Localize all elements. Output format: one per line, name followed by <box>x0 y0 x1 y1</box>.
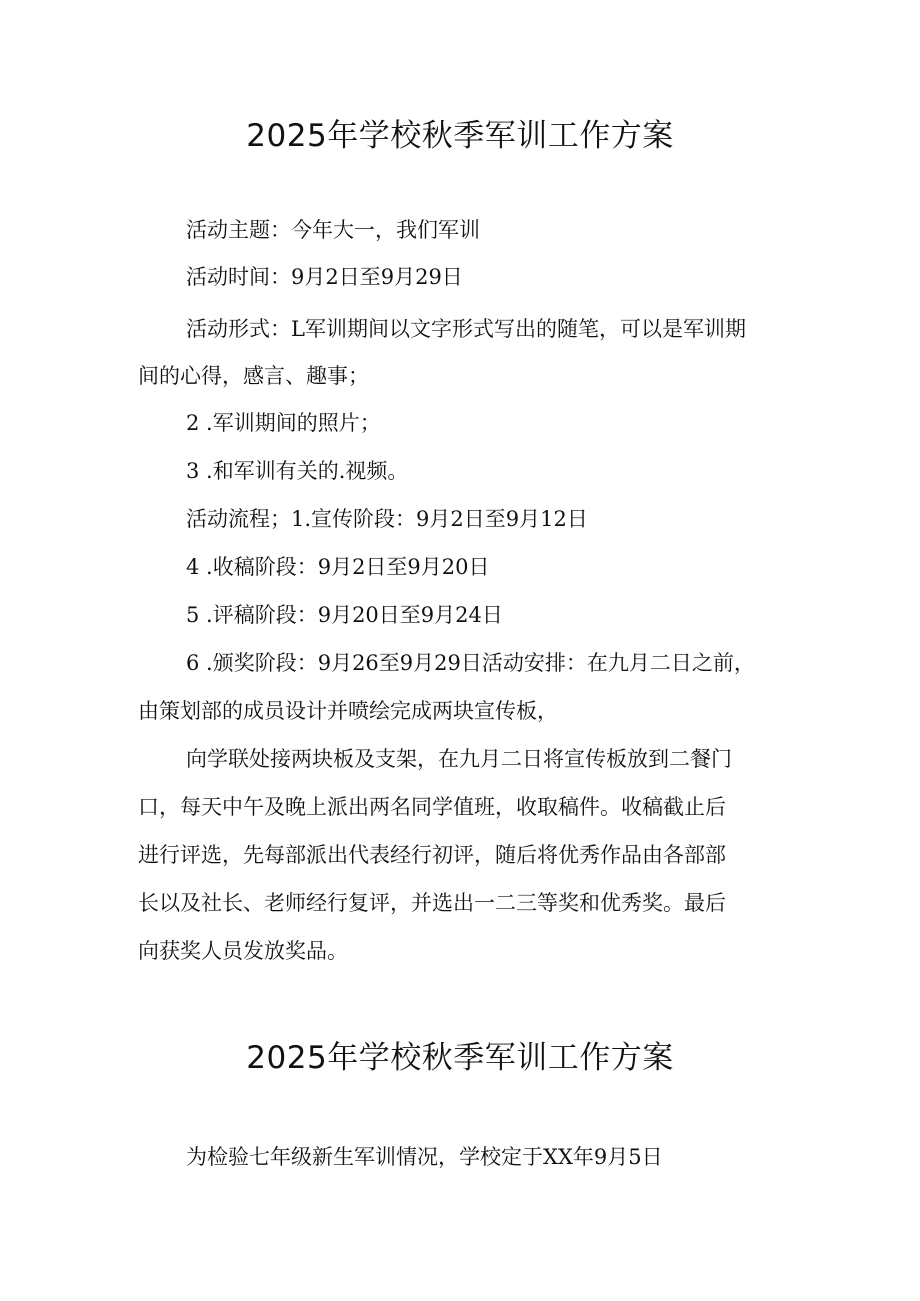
list-item-6-line-2: 由策划部的成员设计并喷绘完成两块宣传板， <box>138 699 558 723</box>
activity-time: 活动时间：9月2日至9月29日 <box>186 265 463 289</box>
second-intro-line: 为检验七年级新生军训情况，学校定于XX年9月5日 <box>186 1145 663 1169</box>
list-item-3: 3 .和军训有关的.视频。 <box>186 459 409 483</box>
paragraph-line-5: 向获奖人员发放奖品。 <box>138 939 348 963</box>
list-item-5: 5 .评稿阶段：9月20日至9月24日 <box>186 603 503 627</box>
activity-flow: 活动流程；1.宣传阶段：9月2日至9月12日 <box>186 507 588 531</box>
activity-form-line-2: 间的心得，感言、趣事； <box>138 364 369 388</box>
activity-theme: 活动主题：今年大一，我们军训 <box>186 218 480 242</box>
list-item-2: 2 .军训期间的照片； <box>186 411 381 435</box>
paragraph-line-4: 长以及社长、老师经行复评，并选出一二三等奖和优秀奖。最后 <box>138 891 726 915</box>
activity-form-line-1: 活动形式：L军训期间以文字形式写出的随笔，可以是军训期 <box>186 317 746 341</box>
list-item-6-line-1: 6 .颁奖阶段：9月26至9月29日活动安排：在九月二日之前， <box>186 651 755 675</box>
paragraph-line-1: 向学联处接两块板及支架，在九月二日将宣传板放到二餐门 <box>186 747 732 771</box>
paragraph-line-3: 进行评选，先每部派出代表经行初评，随后将优秀作品由各部部 <box>138 843 726 867</box>
paragraph-line-2: 口，每天中午及晚上派出两名同学值班，收取稿件。收稿截止后 <box>138 795 726 819</box>
list-item-4: 4 .收稿阶段：9月2日至9月20日 <box>186 555 490 579</box>
second-document-title: 2025年学校秋季军训工作方案 <box>246 1040 674 1076</box>
document-title: 2025年学校秋季军训工作方案 <box>246 118 674 154</box>
